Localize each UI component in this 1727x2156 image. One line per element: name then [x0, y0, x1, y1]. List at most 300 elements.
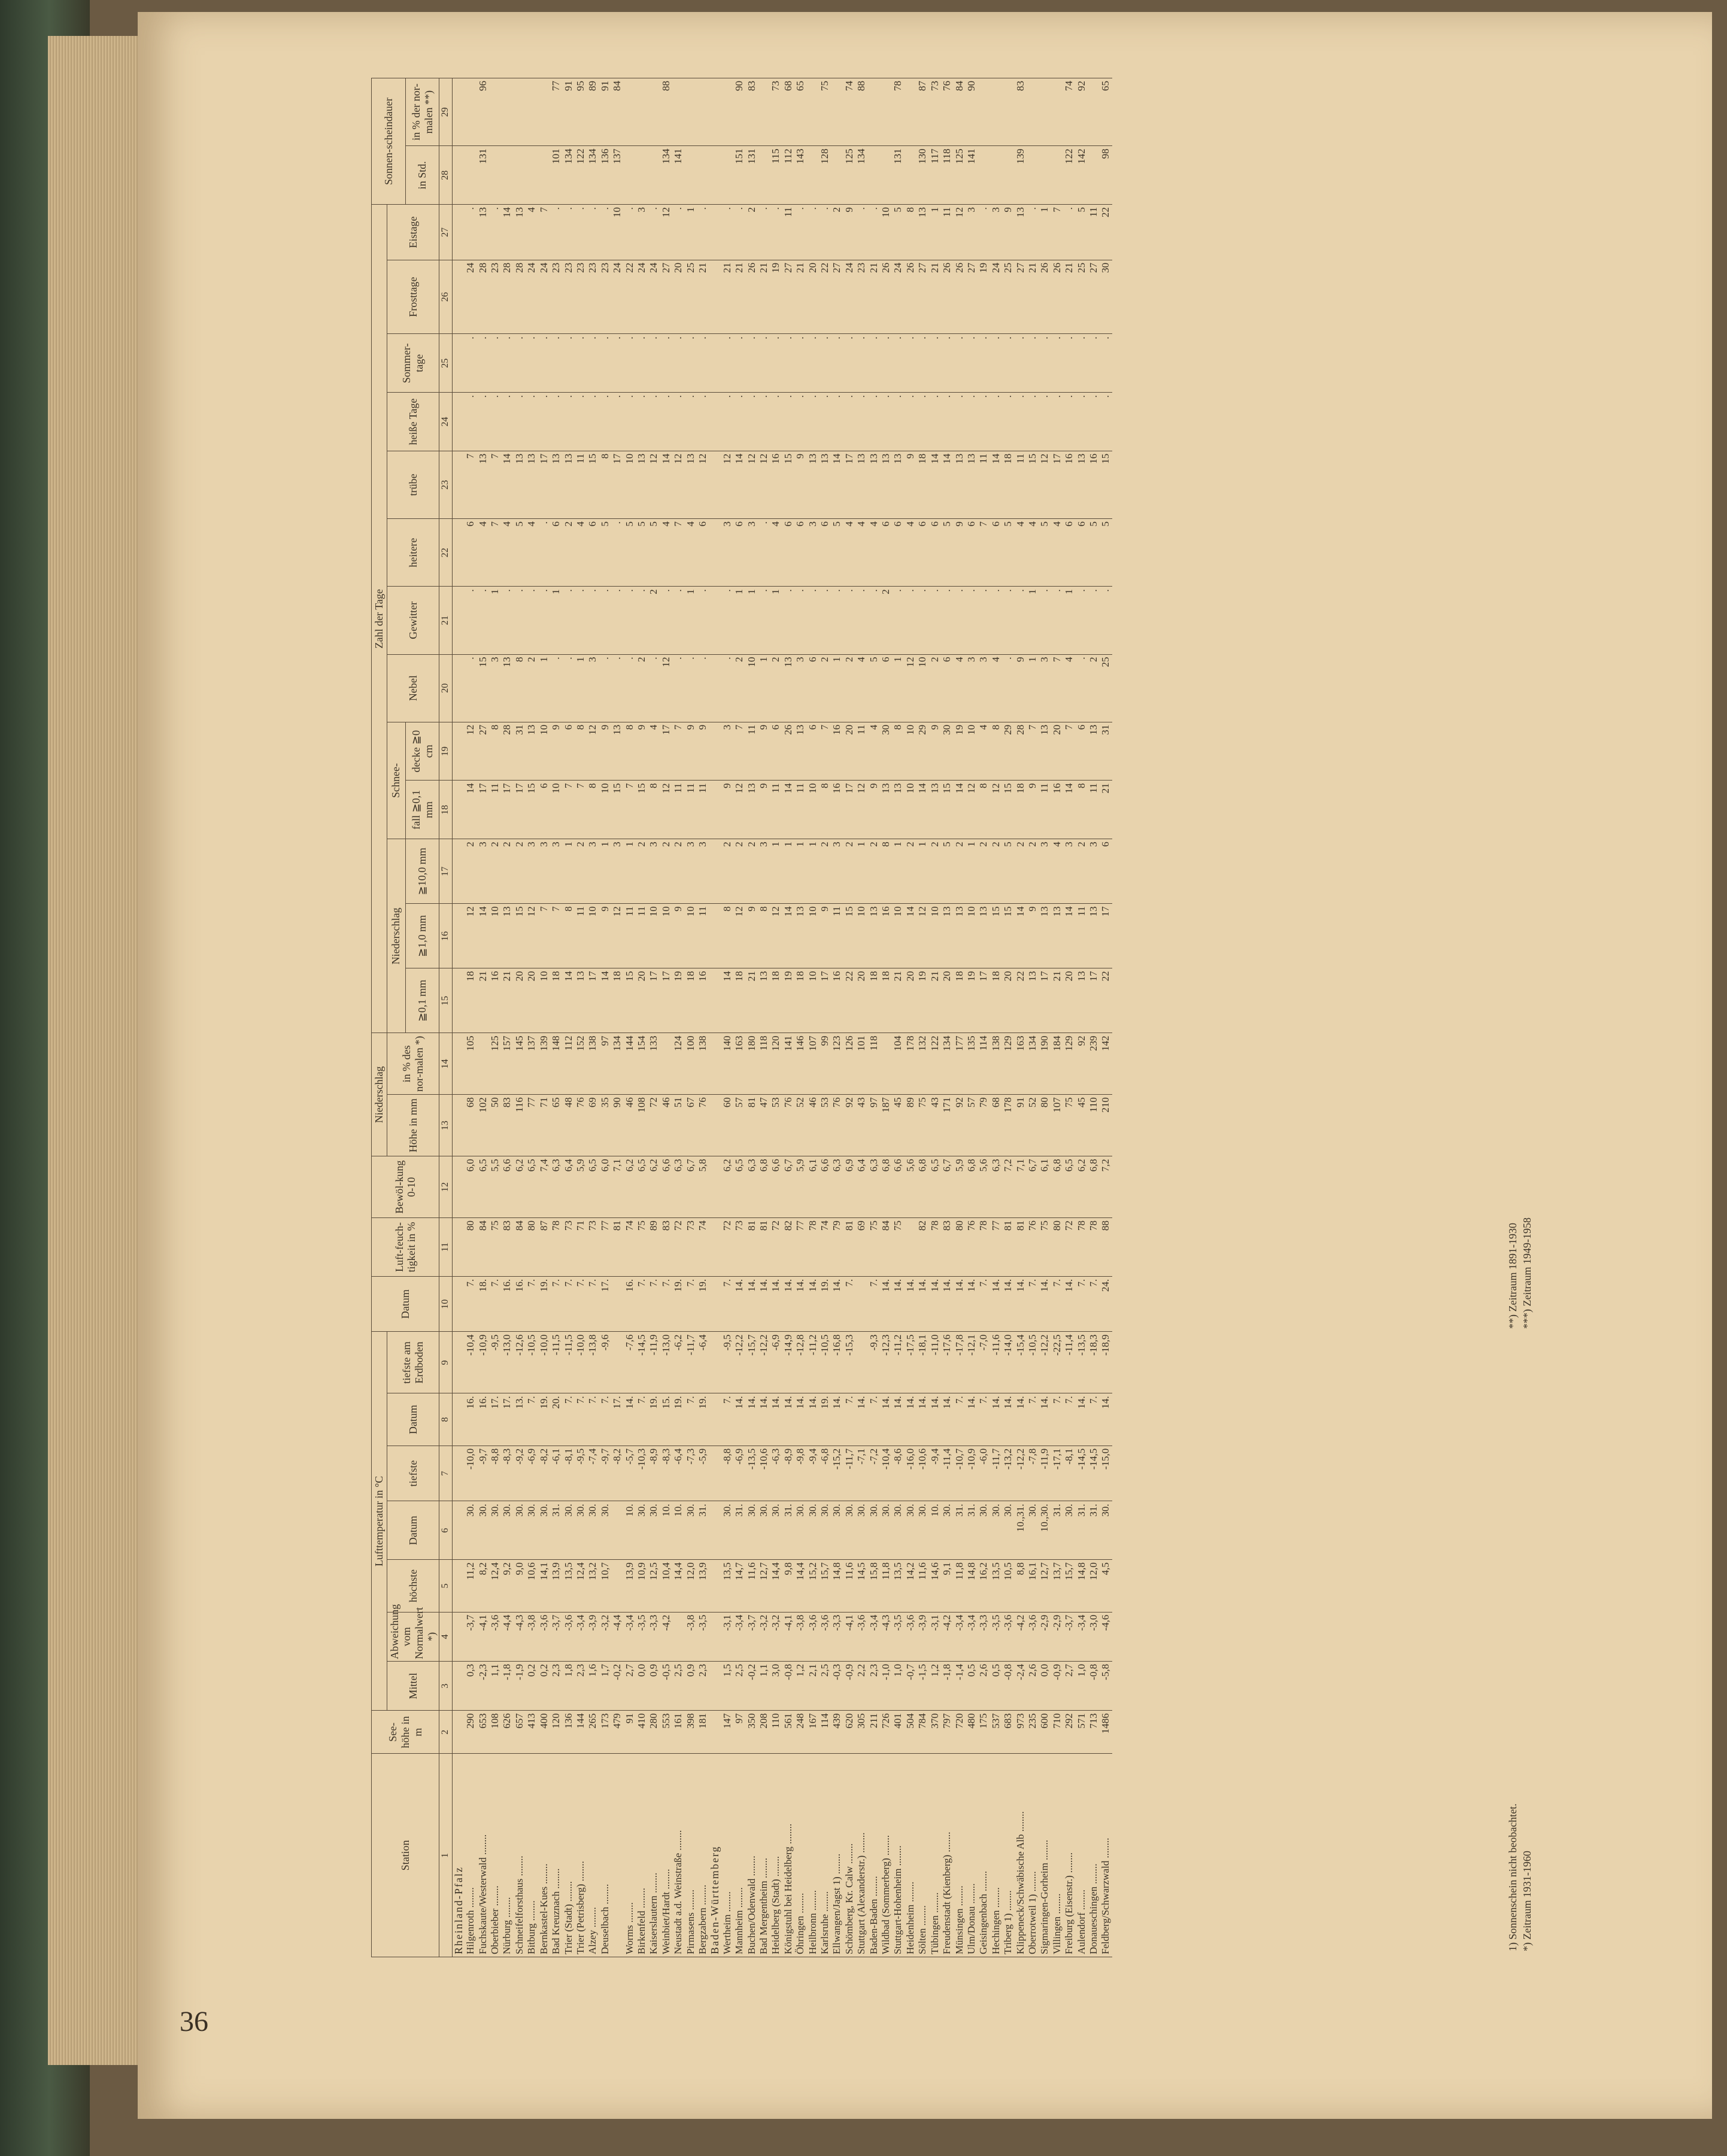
table-cell: 14. — [770, 1393, 782, 1446]
table-cell: . — [685, 334, 697, 393]
table-cell: 6,0 — [599, 1156, 611, 1218]
column-number: 2 — [439, 1711, 452, 1754]
table-cell: 11 — [855, 722, 867, 781]
table-cell: 24 — [465, 260, 476, 333]
empty-cell — [452, 1711, 465, 1754]
empty-cell — [709, 781, 721, 839]
table-cell: 0,9 — [648, 1662, 660, 1711]
header-feuchte: Luft-feuch-tigkeit in % — [372, 1218, 439, 1277]
empty-cell — [452, 205, 465, 260]
table-cell: 132 — [916, 1033, 928, 1095]
table-cell: -3,9 — [916, 1612, 928, 1661]
empty-cell — [709, 1332, 721, 1393]
table-cell: 187 — [880, 1095, 892, 1156]
station-name: Fuchskaute/Westerwald ........ — [477, 1754, 489, 1957]
table-cell: 5 — [1002, 519, 1014, 587]
table-cell: 80 — [526, 1218, 538, 1277]
table-cell: . — [575, 205, 587, 260]
table-cell: 21 — [892, 968, 904, 1033]
table-cell: 20 — [526, 968, 538, 1033]
table-cell — [465, 146, 476, 205]
table-cell: -10,9 — [966, 1446, 978, 1501]
table-cell: 23 — [489, 260, 501, 333]
table-cell: 12,0 — [1088, 1560, 1100, 1612]
table-cell: 26 — [746, 260, 758, 333]
table-cell: 7. — [1076, 1276, 1088, 1332]
table-cell: -3,6 — [1027, 1612, 1039, 1661]
table-cell: 1,1 — [489, 1662, 501, 1711]
table-cell: 248 — [794, 1711, 806, 1754]
table-cell: 75 — [1039, 1218, 1051, 1277]
table-cell: . — [587, 587, 599, 654]
table-cell: 20 — [855, 968, 867, 1033]
table-cell: 398 — [685, 1711, 697, 1754]
table-cell: . — [1076, 393, 1088, 451]
table-cell: -10,5 — [1027, 1332, 1039, 1393]
table-cell: 726 — [880, 1711, 892, 1754]
table-cell: 27 — [660, 260, 672, 333]
table-cell: . — [501, 587, 513, 654]
table-cell: 10 — [916, 654, 928, 722]
table-cell: 107 — [807, 1033, 819, 1095]
table-row — [782, 78, 794, 1957]
table-row — [575, 78, 587, 1957]
table-cell: -0,8 — [1088, 1662, 1100, 1711]
table-cell: 28 — [501, 260, 513, 333]
table-cell: . — [868, 205, 880, 260]
footnote-2: *) Zeitraum 1931-1960 — [1521, 1851, 1533, 1951]
table-cell: 17. — [599, 1276, 611, 1332]
empty-cell — [709, 334, 721, 393]
table-cell: 7. — [954, 1393, 966, 1446]
table-cell: . — [1063, 205, 1075, 260]
station-name: Geisingenbach ........ — [978, 1754, 990, 1957]
table-cell: 413 — [526, 1711, 538, 1754]
station-name: Oberrotweil 1) ........ — [1027, 1754, 1039, 1957]
table-cell: 30. — [685, 1501, 697, 1560]
station-name: Wildbad (Sommerberg) ........ — [880, 1754, 892, 1957]
table-cell: 8 — [819, 781, 831, 839]
table-cell: 14 — [782, 904, 794, 968]
table-cell: -5,8 — [1100, 1662, 1112, 1711]
table-cell: 1,8 — [563, 1662, 575, 1711]
table-cell: -16,8 — [831, 1332, 843, 1393]
table-cell: -1,8 — [501, 1662, 513, 1711]
table-cell: 30 — [1100, 260, 1112, 333]
table-cell: . — [660, 587, 672, 654]
table-row — [1027, 78, 1039, 1957]
table-cell: 3 — [807, 519, 819, 587]
table-cell: . — [563, 654, 575, 722]
header-n100: ≧10,0 mm — [405, 839, 439, 904]
table-cell: 17 — [538, 451, 550, 518]
table-cell: 537 — [990, 1711, 1002, 1754]
table-cell: 30. — [1027, 1501, 1039, 1560]
table-cell: . — [1100, 587, 1112, 654]
table-cell: 16 — [1063, 451, 1075, 518]
table-cell: . — [721, 587, 733, 654]
table-cell: 3 — [1088, 839, 1100, 904]
table-cell: 710 — [1051, 1711, 1063, 1754]
table-cell — [831, 78, 843, 146]
table-cell: 5 — [1100, 519, 1112, 587]
table-cell: . — [501, 334, 513, 393]
table-cell: 9,2 — [501, 1560, 513, 1612]
table-cell: 2 — [1027, 839, 1039, 904]
table-cell: 17 — [587, 968, 599, 1033]
table-cell: 15 — [624, 968, 636, 1033]
table-cell: 5,9 — [794, 1156, 806, 1218]
table-cell: . — [648, 334, 660, 393]
station-name: Klippeneck/Schwäbische Alb ........ — [1015, 1754, 1027, 1957]
table-cell: 14. — [954, 1276, 966, 1332]
empty-cell — [709, 839, 721, 904]
table-cell: . — [721, 205, 733, 260]
table-cell: 4 — [1063, 654, 1075, 722]
table-cell: -3,0 — [1088, 1612, 1100, 1661]
table-cell: 14 — [501, 205, 513, 260]
table-cell: 14. — [1100, 1393, 1112, 1446]
table-cell: -9,3 — [868, 1332, 880, 1393]
table-cell: 30. — [855, 1501, 867, 1560]
table-cell: 29 — [916, 722, 928, 781]
table-cell: 6 — [538, 781, 550, 839]
table-cell: 2 — [526, 654, 538, 722]
table-cell: 12,5 — [648, 1560, 660, 1612]
table-cell: -11,7 — [843, 1446, 855, 1501]
column-number: 20 — [439, 654, 452, 722]
table-cell: 78 — [978, 1218, 990, 1277]
table-cell: 9 — [697, 722, 709, 781]
table-cell: 7. — [685, 1393, 697, 1446]
table-cell: -6,2 — [672, 1332, 684, 1393]
table-cell: 30. — [880, 1501, 892, 1560]
table-cell: -0,9 — [1051, 1662, 1063, 1711]
empty-cell — [452, 1501, 465, 1560]
table-cell: 108 — [489, 1711, 501, 1754]
table-cell: 6,8 — [880, 1156, 892, 1218]
table-cell: 0,2 — [526, 1662, 538, 1711]
table-cell: 10. — [672, 1501, 684, 1560]
table-cell: 80 — [954, 1218, 966, 1277]
table-cell: 12 — [770, 904, 782, 968]
table-cell: 30. — [916, 1501, 928, 1560]
table-cell: 13 — [1039, 904, 1051, 968]
table-cell: 9 — [1015, 654, 1027, 722]
region-header-row — [452, 78, 465, 1957]
table-cell: 3,0 — [770, 1662, 782, 1711]
table-row — [746, 78, 758, 1957]
table-cell — [526, 146, 538, 205]
table-row — [1063, 78, 1075, 1957]
table-cell: 7. — [660, 1276, 672, 1332]
table-cell: 9 — [929, 722, 941, 781]
table-cell: -7,6 — [624, 1332, 636, 1393]
table-cell: . — [1100, 393, 1112, 451]
table-cell: 30. — [501, 1501, 513, 1560]
table-cell: 6,5 — [636, 1156, 648, 1218]
table-row — [758, 78, 770, 1957]
table-cell: . — [1039, 334, 1051, 393]
table-cell: 480 — [966, 1711, 978, 1754]
empty-cell — [709, 1095, 721, 1156]
table-cell: 13 — [794, 722, 806, 781]
column-number: 4 — [439, 1612, 452, 1661]
table-cell: 18 — [550, 968, 562, 1033]
empty-cell — [709, 1218, 721, 1277]
table-cell: 163 — [733, 1033, 745, 1095]
table-cell: 21 — [697, 260, 709, 333]
table-cell: 43 — [855, 1095, 867, 1156]
table-cell: . — [843, 393, 855, 451]
table-cell: 10 — [538, 968, 550, 1033]
table-cell: 14,7 — [733, 1560, 745, 1612]
table-cell: 7 — [489, 519, 501, 587]
table-cell — [758, 78, 770, 146]
table-cell: 0,9 — [685, 1662, 697, 1711]
table-cell: 23 — [550, 260, 562, 333]
table-cell: -7,1 — [855, 1446, 867, 1501]
table-cell: . — [916, 587, 928, 654]
column-number: 27 — [439, 205, 452, 260]
table-cell: 91 — [1015, 1095, 1027, 1156]
table-cell: 18 — [880, 968, 892, 1033]
table-cell: 144 — [575, 1711, 587, 1754]
table-cell: 139 — [1015, 146, 1027, 205]
table-cell: 15 — [526, 781, 538, 839]
table-cell: 27 — [831, 260, 843, 333]
table-cell: 7. — [550, 1276, 562, 1332]
table-cell: 7. — [575, 1393, 587, 1446]
region-name: Baden-Württemberg — [709, 1754, 721, 1957]
table-cell: 30. — [843, 1501, 855, 1560]
table-cell: 134 — [587, 146, 599, 205]
table-cell: -4,2 — [660, 1612, 672, 1661]
table-cell: 19 — [978, 260, 990, 333]
table-cell: -5,9 — [697, 1446, 709, 1501]
table-cell: 6,5 — [526, 1156, 538, 1218]
station-name: Hilgenroth ........ — [465, 1754, 476, 1957]
table-cell: 25 — [685, 260, 697, 333]
table-cell: 14. — [892, 1393, 904, 1446]
table-cell: 6 — [1076, 519, 1088, 587]
table-cell: 17 — [660, 968, 672, 1033]
table-cell: 14 — [941, 451, 953, 518]
table-cell: -0,9 — [843, 1662, 855, 1711]
table-cell: 81 — [746, 1095, 758, 1156]
table-cell: . — [1002, 393, 1014, 451]
table-cell: 2 — [501, 839, 513, 904]
table-cell: . — [770, 334, 782, 393]
table-cell: 7 — [1063, 722, 1075, 781]
station-name: Heilbronn ........ — [807, 1754, 819, 1957]
table-cell: 6,5 — [733, 1156, 745, 1218]
table-cell: 7 — [819, 722, 831, 781]
table-cell: 9 — [550, 722, 562, 781]
table-cell: . — [526, 393, 538, 451]
table-cell: 27 — [966, 260, 978, 333]
table-cell: . — [966, 587, 978, 654]
table-cell: 9 — [794, 451, 806, 518]
table-cell: 2 — [733, 839, 745, 904]
table-cell: 6,7 — [941, 1156, 953, 1218]
table-cell: 177 — [954, 1033, 966, 1095]
column-number: 5 — [439, 1560, 452, 1612]
table-cell: -2,9 — [1039, 1612, 1051, 1661]
table-cell: 13,5 — [721, 1560, 733, 1612]
table-cell: 1 — [782, 839, 794, 904]
table-cell: 0,2 — [538, 1662, 550, 1711]
table-cell: 12 — [721, 451, 733, 518]
table-cell: 26 — [782, 722, 794, 781]
table-cell: 161 — [672, 1711, 684, 1754]
table-cell: 16. — [501, 1276, 513, 1332]
table-cell: -3,8 — [526, 1612, 538, 1661]
table-cell: 178 — [1002, 1095, 1014, 1156]
table-cell: . — [1027, 334, 1039, 393]
table-cell: 24 — [843, 260, 855, 333]
table-cell: 2 — [1015, 839, 1027, 904]
table-cell: 0,0 — [636, 1662, 648, 1711]
table-cell: 10. — [624, 1501, 636, 1560]
table-cell: 9 — [1002, 205, 1014, 260]
page-number: 36 — [180, 2006, 208, 2037]
table-cell: -10,0 — [465, 1446, 476, 1501]
empty-cell — [452, 334, 465, 393]
table-cell: 14 — [782, 781, 794, 839]
table-cell: 16 — [831, 722, 843, 781]
table-cell: 134 — [1027, 1033, 1039, 1095]
table-cell: . — [807, 587, 819, 654]
table-cell: 4 — [978, 722, 990, 781]
table-cell: 8 — [624, 722, 636, 781]
station-name: Heidelberg (Stadt) ........ — [770, 1754, 782, 1957]
table-cell: -15,2 — [831, 1446, 843, 1501]
table-cell: 5,5 — [489, 1156, 501, 1218]
table-cell: -10,0 — [575, 1332, 587, 1393]
table-cell: 13,5 — [892, 1560, 904, 1612]
table-cell: . — [807, 393, 819, 451]
table-cell: 74 — [1063, 78, 1075, 146]
table-cell: 1 — [1063, 587, 1075, 654]
station-name: Buchen/Odenwald ........ — [746, 1754, 758, 1957]
table-cell: 6,7 — [782, 1156, 794, 1218]
station-name: Karlsruhe ........ — [819, 1754, 831, 1957]
table-cell: 11 — [941, 205, 953, 260]
station-name: Trier (Stadt) ........ — [563, 1754, 575, 1957]
table-cell: . — [538, 587, 550, 654]
table-cell — [880, 1033, 892, 1095]
column-number: 11 — [439, 1218, 452, 1277]
table-cell: 16 — [697, 968, 709, 1033]
table-cell: -12,2 — [758, 1332, 770, 1393]
table-cell: -13,0 — [660, 1332, 672, 1393]
table-cell: . — [465, 205, 476, 260]
table-cell — [514, 146, 526, 205]
table-cell: 30. — [1100, 1501, 1112, 1560]
table-cell: 24 — [538, 260, 550, 333]
table-cell: 12,0 — [685, 1560, 697, 1612]
table-cell: 21 — [868, 260, 880, 333]
table-cell: 3 — [611, 839, 623, 904]
table-cell: -10,6 — [916, 1446, 928, 1501]
empty-cell — [452, 78, 465, 146]
table-cell: 14. — [733, 1393, 745, 1446]
table-cell: 1 — [746, 587, 758, 654]
table-cell: 89 — [587, 78, 599, 146]
table-cell: 17 — [477, 781, 489, 839]
table-cell: . — [1088, 393, 1100, 451]
table-cell: 13 — [1039, 722, 1051, 781]
table-cell: 3 — [587, 839, 599, 904]
table-cell: 8 — [575, 722, 587, 781]
station-name: Wertheim ........ — [721, 1754, 733, 1957]
table-cell: 21 — [794, 260, 806, 333]
table-cell: 138 — [587, 1033, 599, 1095]
table-cell: 2 — [733, 654, 745, 722]
table-cell: 1 — [929, 205, 941, 260]
table-cell: 27 — [782, 260, 794, 333]
table-cell: -3,5 — [697, 1612, 709, 1661]
table-cell — [697, 146, 709, 205]
table-cell: 65 — [550, 1095, 562, 1156]
table-cell: 18 — [685, 968, 697, 1033]
table-cell: . — [721, 393, 733, 451]
table-cell: 21 — [733, 260, 745, 333]
table-cell: . — [758, 519, 770, 587]
table-row — [941, 78, 953, 1957]
table-cell: . — [1088, 334, 1100, 393]
table-cell: . — [868, 393, 880, 451]
station-name: Königstuhl bei Heidelberg ........ — [782, 1754, 794, 1957]
table-cell: 1 — [916, 839, 928, 904]
table-cell: 76 — [941, 78, 953, 146]
table-cell: -3,7 — [465, 1612, 476, 1661]
table-cell: 7. — [587, 1276, 599, 1332]
table-cell: -6,4 — [697, 1332, 709, 1393]
table-row — [1100, 78, 1112, 1957]
table-cell: 265 — [587, 1711, 599, 1754]
table-cell: 17 — [514, 781, 526, 839]
table-cell: 31. — [1051, 1501, 1063, 1560]
table-cell: 2,5 — [819, 1662, 831, 1711]
table-cell: 71 — [575, 1218, 587, 1277]
table-cell: 163 — [1015, 1033, 1027, 1095]
region-name: Rheinland-Pfalz — [452, 1754, 465, 1957]
table-cell: 26 — [1051, 260, 1063, 333]
table-cell: 7,4 — [538, 1156, 550, 1218]
table-cell: -3,1 — [721, 1612, 733, 1661]
table-cell: 22 — [843, 968, 855, 1033]
column-number: 12 — [439, 1156, 452, 1218]
table-cell: 2,3 — [868, 1662, 880, 1711]
header-niederschlag-prozent: in % des nor-malen *) — [387, 1033, 439, 1095]
table-cell: 20 — [905, 968, 916, 1033]
table-cell: -18,3 — [1088, 1332, 1100, 1393]
table-cell: . — [819, 205, 831, 260]
table-cell — [477, 1033, 489, 1095]
table-cell: 1,0 — [892, 1662, 904, 1711]
table-cell: 239 — [1088, 1033, 1100, 1095]
empty-cell — [452, 146, 465, 205]
table-cell: 7 — [672, 519, 684, 587]
table-cell: -3,2 — [758, 1612, 770, 1661]
table-cell: -3,2 — [599, 1612, 611, 1661]
table-cell: . — [550, 393, 562, 451]
table-cell: 16,2 — [978, 1560, 990, 1612]
table-cell: 14. — [1063, 1276, 1075, 1332]
table-cell: 13 — [819, 451, 831, 518]
